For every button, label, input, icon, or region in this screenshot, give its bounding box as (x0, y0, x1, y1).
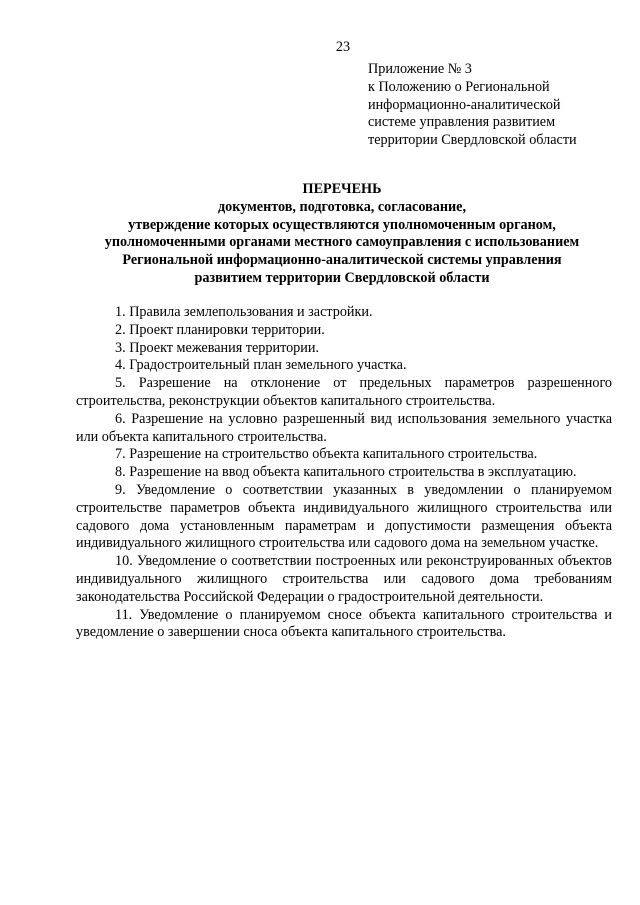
list-item (76, 464, 612, 482)
item-text: Уведомление о соответствии построенных или реконструированных объектов индивидуального жилищного строительства или садового дома требованиям законодательства Российской Федерации о градостроительной деятельности. (76, 553, 612, 605)
item-number: 11. (115, 606, 133, 623)
page-number: 23 (335, 39, 351, 55)
document-title (74, 181, 610, 288)
list-item (76, 375, 612, 411)
list-item (76, 340, 612, 358)
item-number: 7. (115, 446, 126, 463)
item-number: 3. (115, 339, 126, 356)
item-text: Уведомление о соответствии указанных в уведомлении о планируемом строительстве параметров объекта индивидуального жилищного строительства или садового дома установленным параметрам и допустимости размещения объекта индивидуального жилищного строительства или садового дома на земельном участке. (76, 481, 613, 552)
item-text: Правила землепользования и застройки. (129, 304, 373, 320)
item-text: Разрешение на условно разрешенный вид использования земельного участка или объекта капитального строительства. (76, 410, 613, 445)
item-text: Разрешение на отклонение от предельных параметров разрешенного строительства, реконструкции объектов капитального строительства. (76, 375, 612, 409)
item-text: Проект межевания территории. (129, 339, 320, 356)
appendix-line: территории Свердловской области (368, 132, 577, 149)
item-number: 2. (115, 321, 126, 338)
title-line: Региональной информационно-аналитической системы управления (122, 252, 562, 269)
list-item (76, 357, 612, 375)
item-number: 10. (115, 553, 133, 570)
title-line: утверждение которых осуществляются уполномоченным органом, (128, 216, 556, 233)
document-list (76, 304, 612, 642)
appendix-line: системе управления развитием (368, 114, 556, 131)
list-item (76, 322, 612, 340)
list-item (76, 446, 612, 464)
item-text: Проект планировки территории. (129, 321, 325, 338)
appendix-caption (368, 61, 633, 150)
item-number: 6. (115, 410, 126, 427)
list-item (76, 607, 612, 643)
appendix-line: информационно-аналитической (368, 96, 561, 113)
list-item (76, 553, 612, 606)
item-number: 5. (115, 375, 126, 392)
item-text: Градостроительный план земельного участка. (129, 357, 407, 374)
list-item (76, 411, 612, 447)
title-line: документов, подготовка, согласование, (217, 198, 467, 215)
list-item (76, 304, 612, 322)
item-number: 9. (115, 481, 126, 498)
item-number: 8. (115, 464, 126, 481)
list-item (76, 482, 612, 553)
title-line: развитием территории Свердловской области (194, 269, 490, 286)
item-text: Разрешение на строительство объекта капитального строительства. (129, 446, 538, 463)
item-number: 1. (115, 304, 126, 320)
title-heading: ПЕРЕЧЕНЬ (302, 181, 382, 197)
appendix-line: к Положению о Региональной (368, 78, 550, 95)
item-text: Разрешение на ввод объекта капитального строительства в эксплуатацию. (129, 464, 577, 481)
title-line: уполномоченными органами местного самоуправления с использованием (104, 234, 580, 251)
item-number: 4. (115, 357, 126, 374)
item-text: Уведомление о планируемом сносе объекта капитального строительства и уведомление о завершении сноса объекта капитального строительства. (76, 606, 613, 641)
appendix-line: Приложение № 3 (368, 61, 472, 77)
